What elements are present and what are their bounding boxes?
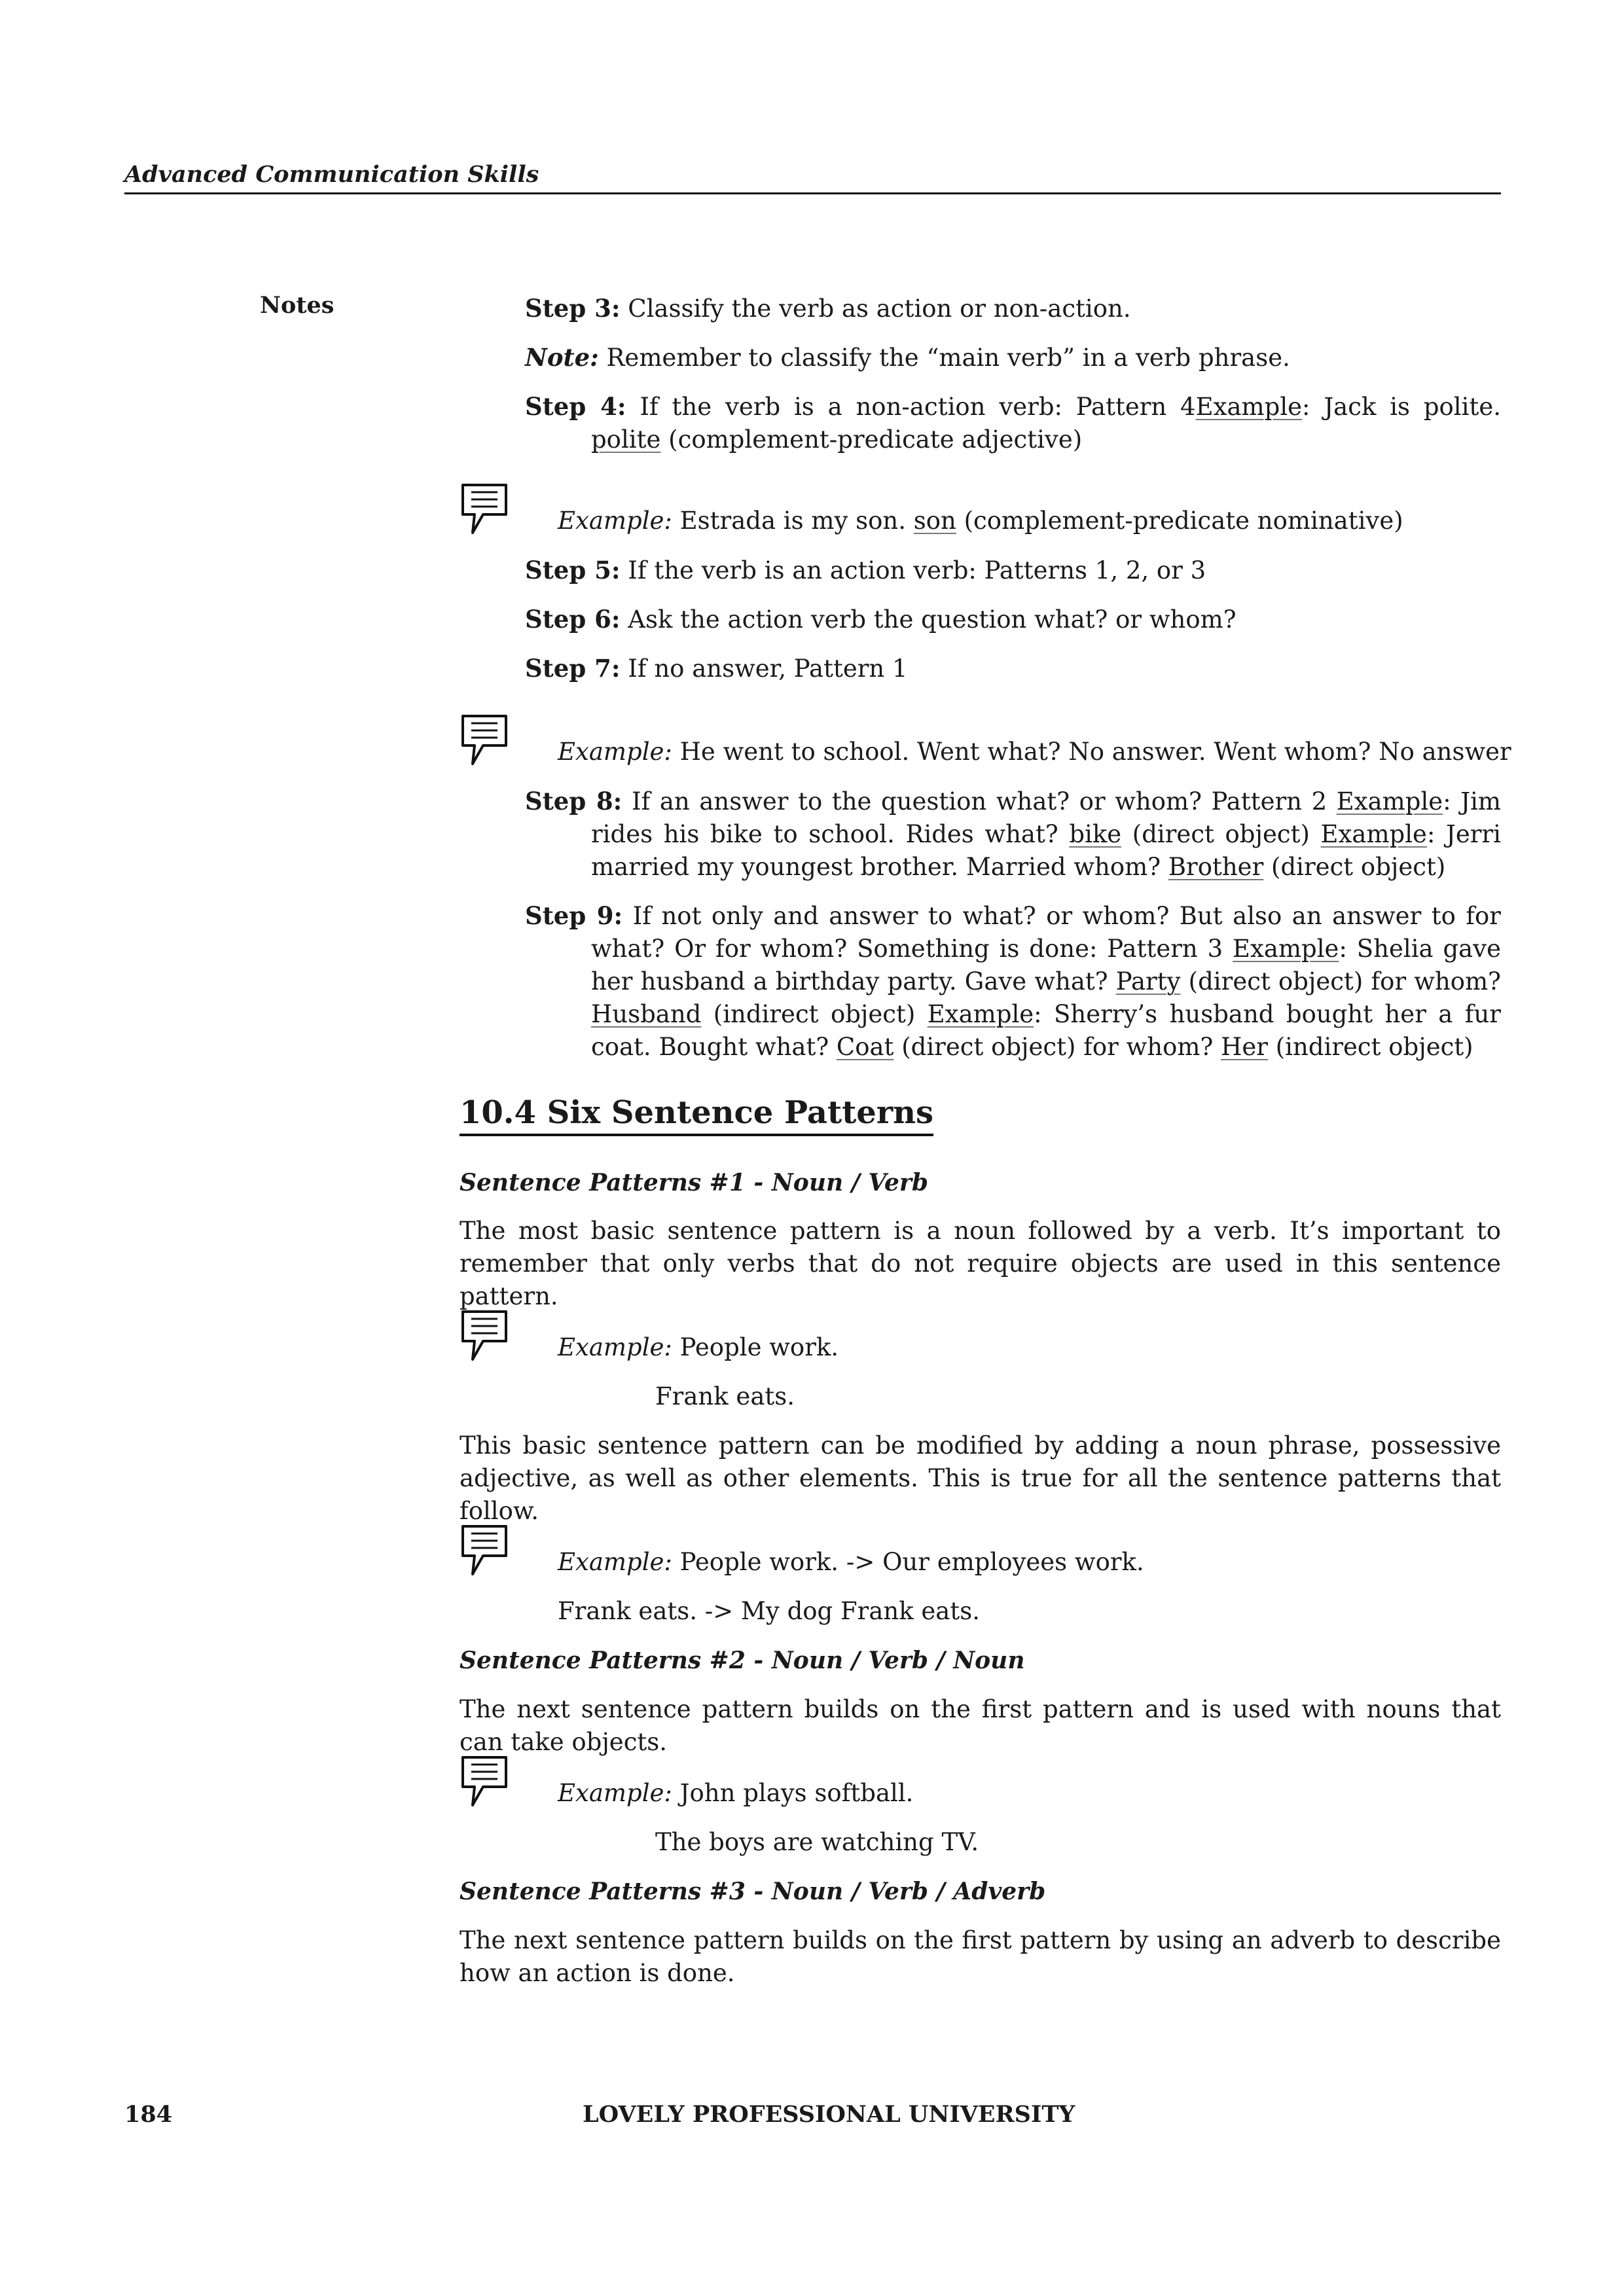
example-label: Example: <box>558 1779 672 1807</box>
step-3-label: Step 3: <box>525 294 621 323</box>
step-9-answer-3: Coat <box>836 1033 894 1061</box>
pattern-2-example <box>558 1777 913 1810</box>
pattern-1-example <box>558 1331 839 1364</box>
pattern-1b-example <box>558 1546 1144 1579</box>
step-9-answer-4: Her <box>1221 1033 1268 1061</box>
example-son <box>558 505 1403 537</box>
step-7 <box>525 652 908 685</box>
example-label: Example: <box>558 1548 672 1576</box>
step-9-text: If not only and answer to what? or whom? But also an answer to for what? Or for whom? Something is done: Pattern 3 <box>591 902 1501 963</box>
pattern-2-heading: Sentence Patterns #2 - Noun / Verb / Noun <box>460 1647 1025 1674</box>
step-9-text-5: : Sherry’s husband bought her a fur coat. Bought what? <box>591 1000 1501 1061</box>
step-4-text: If the verb is a non-action verb: Pattern 4 <box>626 393 1196 421</box>
example-text: People work. -> Our employees work. <box>672 1548 1144 1576</box>
note-label: Note: <box>525 343 599 372</box>
section-heading: 10.4 Six Sentence Patterns <box>460 1093 933 1136</box>
step-9-text-4: (indirect object) <box>701 1000 928 1028</box>
speech-bubble-lines-icon <box>460 1523 509 1578</box>
example-text: People work. <box>672 1333 839 1361</box>
header-rule <box>124 192 1501 194</box>
page-number: 184 <box>124 2101 173 2128</box>
pattern-3-paragraph: The next sentence pattern builds on the first pattern by using an adverb to describe how an action is done. <box>460 1926 1501 1987</box>
step-9-text-7: (indirect object) <box>1267 1033 1473 1061</box>
step-6 <box>525 603 1236 636</box>
step-3 <box>525 292 1131 325</box>
step-8-example-link-2: Example <box>1320 820 1427 848</box>
step-4 <box>525 390 1501 456</box>
step-7-label: Step 7: <box>525 654 621 683</box>
example-label: Example: <box>558 738 672 766</box>
step-8-example-link: Example <box>1336 787 1443 816</box>
step-9-text-6: (direct object) for whom? <box>893 1033 1221 1061</box>
note-text: Remember to classify the “main verb” in a verb phrase. <box>598 344 1290 372</box>
step-8-text: If an answer to the question what? or whom? Pattern 2 <box>622 787 1337 816</box>
step-8 <box>525 785 1501 884</box>
example-answer: son <box>913 507 956 535</box>
pattern-1-paragraph: The most basic sentence pattern is a noun followed by a verb. It’s important to remember that only verbs that do not require objects are used in this sentence pattern. <box>460 1217 1501 1310</box>
step-9-example-link: Example <box>1233 935 1339 963</box>
step-4-answer: polite <box>591 425 661 454</box>
pattern-1b-example-2: Frank eats. -> My dog Frank eats. <box>558 1597 980 1625</box>
example-text: John plays softball. <box>672 1779 914 1807</box>
step-4-text-2: : Jack is polite. <box>1302 393 1501 421</box>
step-8-label: Step 8: <box>525 787 623 816</box>
speech-bubble-lines-icon <box>460 1754 509 1809</box>
example-text-2: (complement-predicate nominative) <box>956 507 1403 535</box>
step-4-label: Step 4: <box>525 392 626 421</box>
note-line <box>525 341 1290 374</box>
pattern-2-example-2: The boys are watching TV. <box>655 1828 979 1856</box>
speech-bubble-lines-icon <box>460 482 509 537</box>
step-5-text: If the verb is an action verb: Patterns 1, 2, or 3 <box>620 556 1206 584</box>
example-label: Example: <box>558 507 672 535</box>
step-9-text-3: (direct object) for whom? <box>1180 967 1501 996</box>
step-8-text-5: (direct object) <box>1263 853 1446 881</box>
example-text: He went to school. Went what? No answer. Went whom? No answer <box>672 738 1511 766</box>
step-5 <box>525 554 1206 587</box>
step-9 <box>525 899 1501 1064</box>
step-9-example-link-2: Example <box>927 1000 1034 1028</box>
step-8-text-2: : Jim rides his bike to school. Rides what? <box>591 787 1502 848</box>
step-9-answer-2: Husband <box>591 1000 702 1028</box>
pattern-2-paragraph: The next sentence pattern builds on the first pattern and is used with nouns that can take objects. <box>460 1695 1501 1756</box>
step-9-answer: Party <box>1115 967 1181 996</box>
step-5-label: Step 5: <box>525 556 621 584</box>
example-school <box>558 736 1511 768</box>
step-9-label: Step 9: <box>525 901 623 930</box>
step-9-text-2: : Shelia gave her husband a birthday party. Gave what? <box>591 935 1501 996</box>
example-text: Estrada is my son. <box>672 507 914 535</box>
step-6-label: Step 6: <box>525 605 621 634</box>
step-8-answer: bike <box>1069 820 1122 848</box>
step-4-text-3: (complement-predicate adjective) <box>660 425 1083 454</box>
notes-margin-label: Notes <box>260 292 334 319</box>
step-3-text: Classify the verb as action or non-action. <box>620 295 1131 323</box>
step-7-text: If no answer, Pattern 1 <box>620 655 908 683</box>
speech-bubble-lines-icon <box>460 713 509 768</box>
step-8-answer-2: Brother <box>1168 853 1264 881</box>
step-4-example-link: Example <box>1195 393 1303 421</box>
step-8-text-3: (direct object) <box>1121 820 1321 848</box>
pattern-1-heading: Sentence Patterns #1 - Noun / Verb <box>460 1169 929 1196</box>
speech-bubble-lines-icon <box>460 1308 509 1363</box>
example-label: Example: <box>558 1333 672 1361</box>
footer-university: LOVELY PROFESSIONAL UNIVERSITY <box>583 2101 1075 2128</box>
pattern-1-paragraph-2: This basic sentence pattern can be modified by adding a noun phrase, possessive adjective, as well as other elements. This is true for all the sentence patterns that follow. <box>460 1431 1501 1525</box>
step-6-text: Ask the action verb the question what? or whom? <box>620 605 1236 634</box>
running-title: Advanced Communication Skills <box>124 161 539 188</box>
step-8-text-4: : Jerri married my youngest brother. Married whom? <box>591 820 1501 881</box>
pattern-1-example-2: Frank eats. <box>655 1382 795 1410</box>
pattern-3-heading: Sentence Patterns #3 - Noun / Verb / Adverb <box>460 1878 1046 1905</box>
